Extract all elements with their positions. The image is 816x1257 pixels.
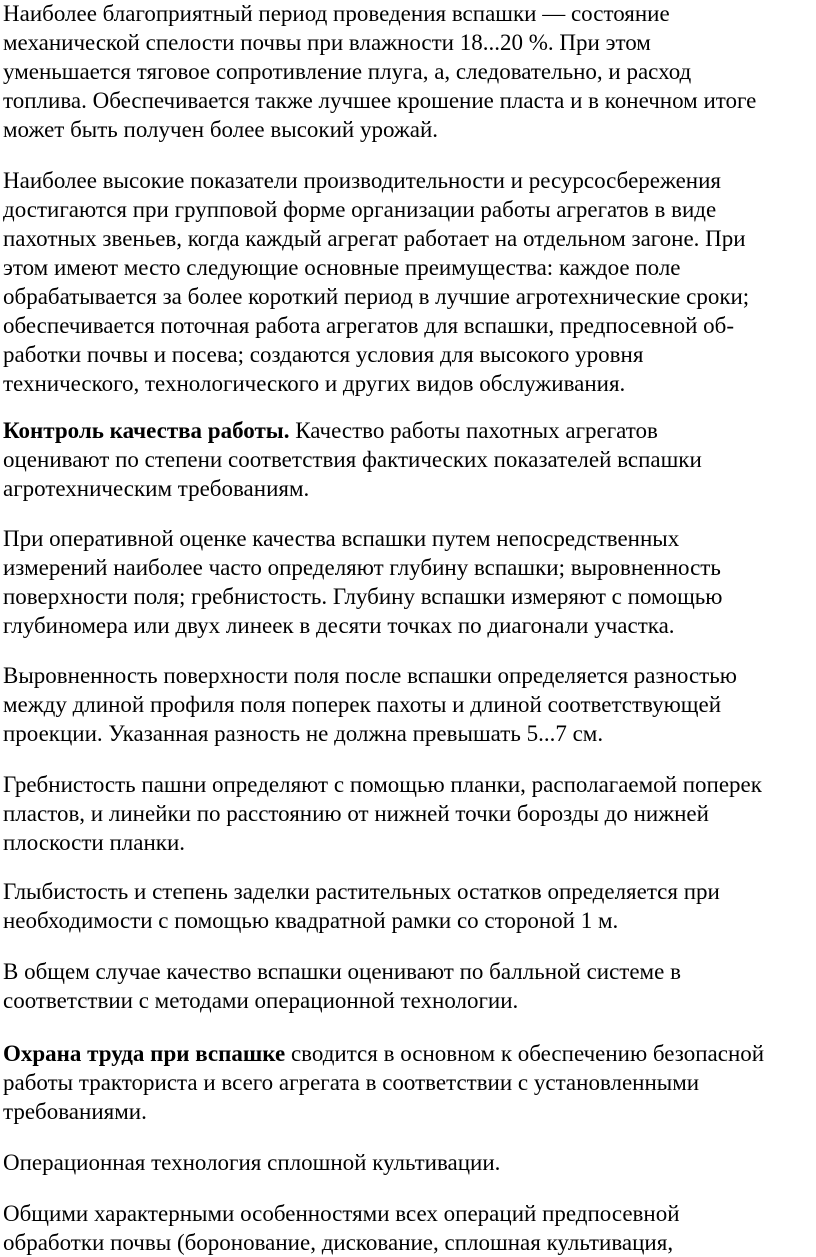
text-line: необходимости с помощью квадратной рамки со стороной 1 м. bbox=[3, 908, 619, 933]
text-line: обработки почвы (боронование, дискование, сплошная культивация, bbox=[3, 1230, 674, 1255]
text-line: Наиболее благоприятный период проведения вспашки — состояние bbox=[3, 1, 670, 26]
text-line: Гребнистость пашни определяют с помощью планки, располагаемой поперек bbox=[3, 772, 762, 797]
text-line: поверхности поля; гребнистость. Глубину вспашки измеряют с помощью bbox=[3, 584, 723, 609]
text-line: Операционная технология сплошной культивации. bbox=[3, 1150, 501, 1175]
text-line: может быть получен более высокий урожай. bbox=[3, 117, 439, 142]
text-line: пластов, и линейки по расстоянию от нижней точки борозды до нижней bbox=[3, 801, 709, 826]
text-line: пахотных звеньев, когда каждый агрегат работает на отдельном загоне. При bbox=[3, 226, 746, 251]
text-line: плоскости планки. bbox=[3, 830, 186, 855]
text-line: уменьшается тяговое сопротивление плуга, а, следовательно, и расход bbox=[3, 59, 692, 84]
text-line: обрабатывается за более короткий период в лучшие агротехнические сроки; bbox=[3, 284, 750, 309]
text-line: обеспечивается поточная работа агрегатов для вспашки, предпосевной об- bbox=[3, 313, 735, 338]
text-line: работки почвы и посева; создаются условия для высокого уровня bbox=[3, 342, 644, 367]
bold-lead: Контроль качества работы. bbox=[3, 418, 290, 443]
text-line: измерений наиболее часто определяют глубину вспашки; выровненность bbox=[3, 555, 721, 580]
text-line: технического, технологического и других видов обслуживания. bbox=[3, 371, 626, 396]
text-line: проекции. Указанная разность не должна превышать 5...7 см. bbox=[3, 721, 604, 746]
text-line: Выровненность поверхности поля после вспашки определяется разностью bbox=[3, 663, 737, 688]
text-line bbox=[3, 416, 702, 445]
paragraph-quality-control bbox=[3, 416, 702, 503]
text-line bbox=[3, 1039, 764, 1068]
paragraph-cloddiness bbox=[3, 877, 720, 935]
text-line: между длиной профиля поля поперек пахоты и длиной соответствующей bbox=[3, 692, 722, 717]
text-line: соответствии с методами операционной технологии. bbox=[3, 988, 519, 1013]
text-line: Наиболее высокие показатели производительности и ресурсосбережения bbox=[3, 168, 721, 193]
text-line: достигаются при групповой форме организации работы агрегатов в виде bbox=[3, 197, 717, 222]
text-line: требованиями. bbox=[3, 1099, 147, 1124]
paragraph-labor-safety bbox=[3, 1039, 764, 1126]
paragraph-presowing-features bbox=[3, 1199, 680, 1257]
paragraph-plowing-period bbox=[3, 0, 756, 144]
paragraph-ridging bbox=[3, 770, 762, 857]
text-line: топлива. Обеспечивается также лучшее крошение пласта и в конечном итоге bbox=[3, 88, 757, 113]
text-line: При оперативной оценке качества вспашки путем непосредственных bbox=[3, 526, 680, 551]
lead-rest: Качество работы пахотных агрегатов bbox=[289, 418, 658, 443]
paragraph-surface-evenness bbox=[3, 661, 737, 748]
section-heading-cultivation bbox=[3, 1148, 500, 1177]
text-line: механической спелости почвы при влажности 18...20 %. При этом bbox=[3, 30, 651, 55]
paragraph-operative-assessment bbox=[3, 524, 722, 640]
text-line: Глыбистость и степень заделки растительных остатков определяется при bbox=[3, 879, 720, 904]
text-line: В общем случае качество вспашки оценивают по балльной системе в bbox=[3, 959, 681, 984]
text-line: агротехническим требованиям. bbox=[3, 476, 310, 501]
text-line: работы тракториста и всего агрегата в соответствии с установленными bbox=[3, 1070, 700, 1095]
text-line: этом имеют место следующие основные преимущества: каждое поле bbox=[3, 255, 681, 280]
lead-rest: сводится в основном к обеспечению безопасной bbox=[285, 1041, 765, 1066]
text-line: оценивают по степени соответствия фактических показателей вспашки bbox=[3, 447, 702, 472]
bold-lead: Охрана труда при вспашке bbox=[3, 1041, 286, 1066]
text-line: Общими характерными особенностями всех операций предпосевной bbox=[3, 1201, 680, 1226]
text-line: глубиномера или двух линеек в десяти точках по диагонали участка. bbox=[3, 613, 675, 638]
paragraph-point-system bbox=[3, 957, 681, 1015]
paragraph-group-work bbox=[3, 166, 749, 398]
